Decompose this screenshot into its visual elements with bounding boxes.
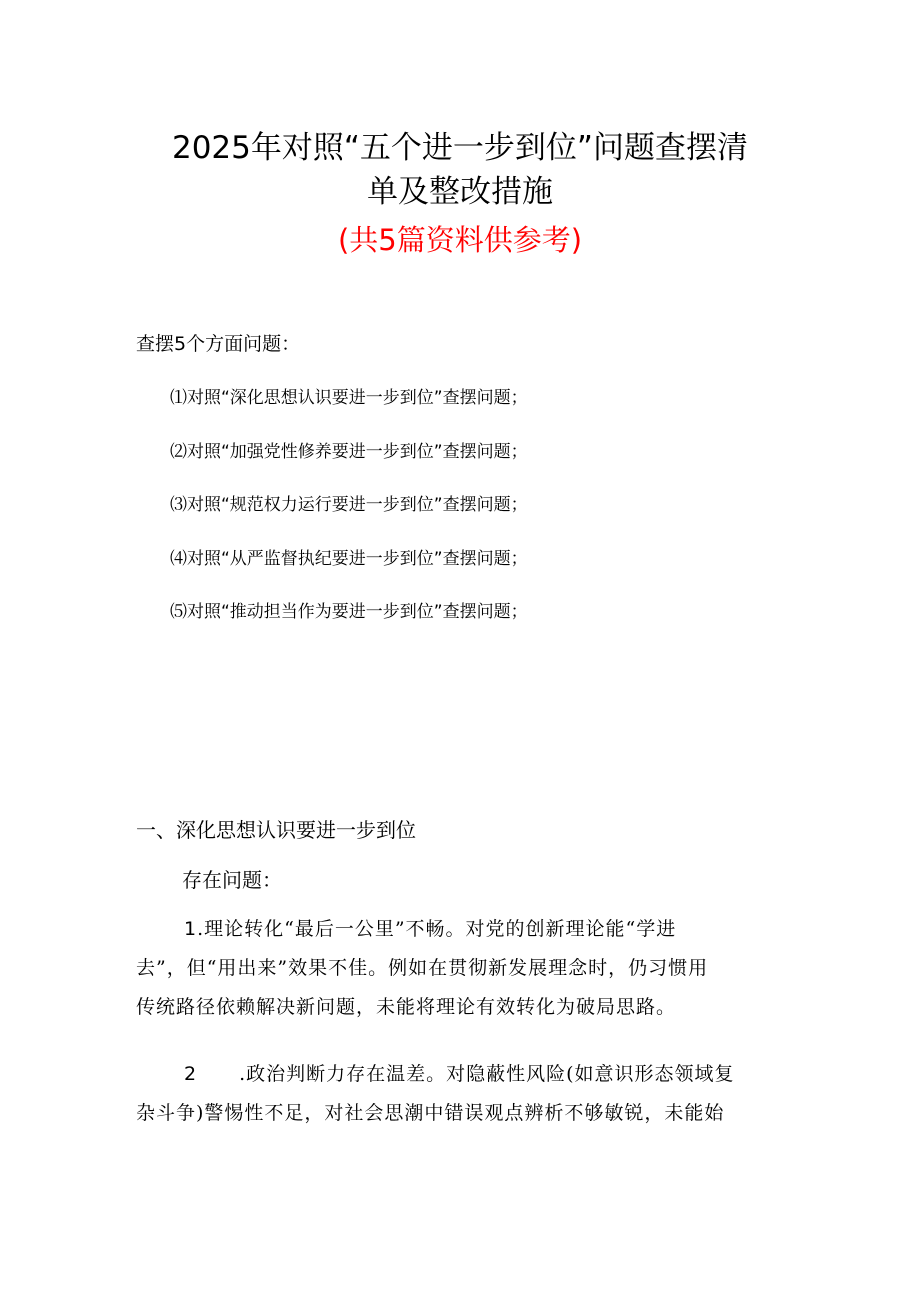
paragraph-1 bbox=[136, 910, 786, 1027]
toc-item: ⑶对照“规范权力运行要进一步到位”查摆问题； bbox=[170, 495, 528, 516]
toc-item: ⑵对照“加强党性修养要进一步到位”查摆问题； bbox=[170, 441, 528, 462]
section-sub-heading: 存在问题： bbox=[182, 868, 282, 892]
section-heading: 一、深化思想认识要进一步到位 bbox=[136, 818, 416, 842]
paragraph-line: 杂斗争)警惕性不足，对社会思潮中错误观点辨析不够敏锐，未能始 bbox=[136, 1102, 725, 1124]
paragraph-line bbox=[136, 910, 786, 949]
toc-heading: 查摆5个方面问题： bbox=[136, 333, 301, 355]
paragraph-line: 传统路径依赖解决新问题，未能将理论有效转化为破局思路。 bbox=[136, 996, 677, 1018]
paragraph-line: 去”，但“用出来”效果不佳。例如在贯彻新发展理念时，仍习惯用 bbox=[136, 957, 709, 979]
toc-list bbox=[170, 385, 528, 653]
document-title-line-1: 2025年对照“五个进一步到位”问题查摆清 bbox=[171, 130, 748, 166]
document-title-line-2: 单及整改措施 bbox=[367, 174, 553, 210]
document-subtitle: (共5篇资料供参考) bbox=[337, 223, 583, 257]
paragraph-text: .政治判断力存在温差。对隐蔽性风险(如意识形态领域复 bbox=[239, 1063, 735, 1085]
toc-item: ⑸对照“推动担当作为要进一步到位”查摆问题； bbox=[170, 602, 528, 623]
paragraph-2 bbox=[136, 1055, 786, 1133]
paragraph-text: .理论转化“最后一公里”不畅。对党的创新理论能“学进 bbox=[197, 918, 677, 940]
toc-item: ⑷对照“从严监督执纪要进一步到位”查摆问题； bbox=[170, 548, 528, 569]
paragraph-number: 1 bbox=[184, 918, 198, 940]
paragraph-number: 2 bbox=[184, 1063, 198, 1085]
toc-item: ⑴对照“深化思想认识要进一步到位”查摆问题； bbox=[170, 388, 528, 408]
paragraph-line bbox=[136, 1055, 786, 1094]
